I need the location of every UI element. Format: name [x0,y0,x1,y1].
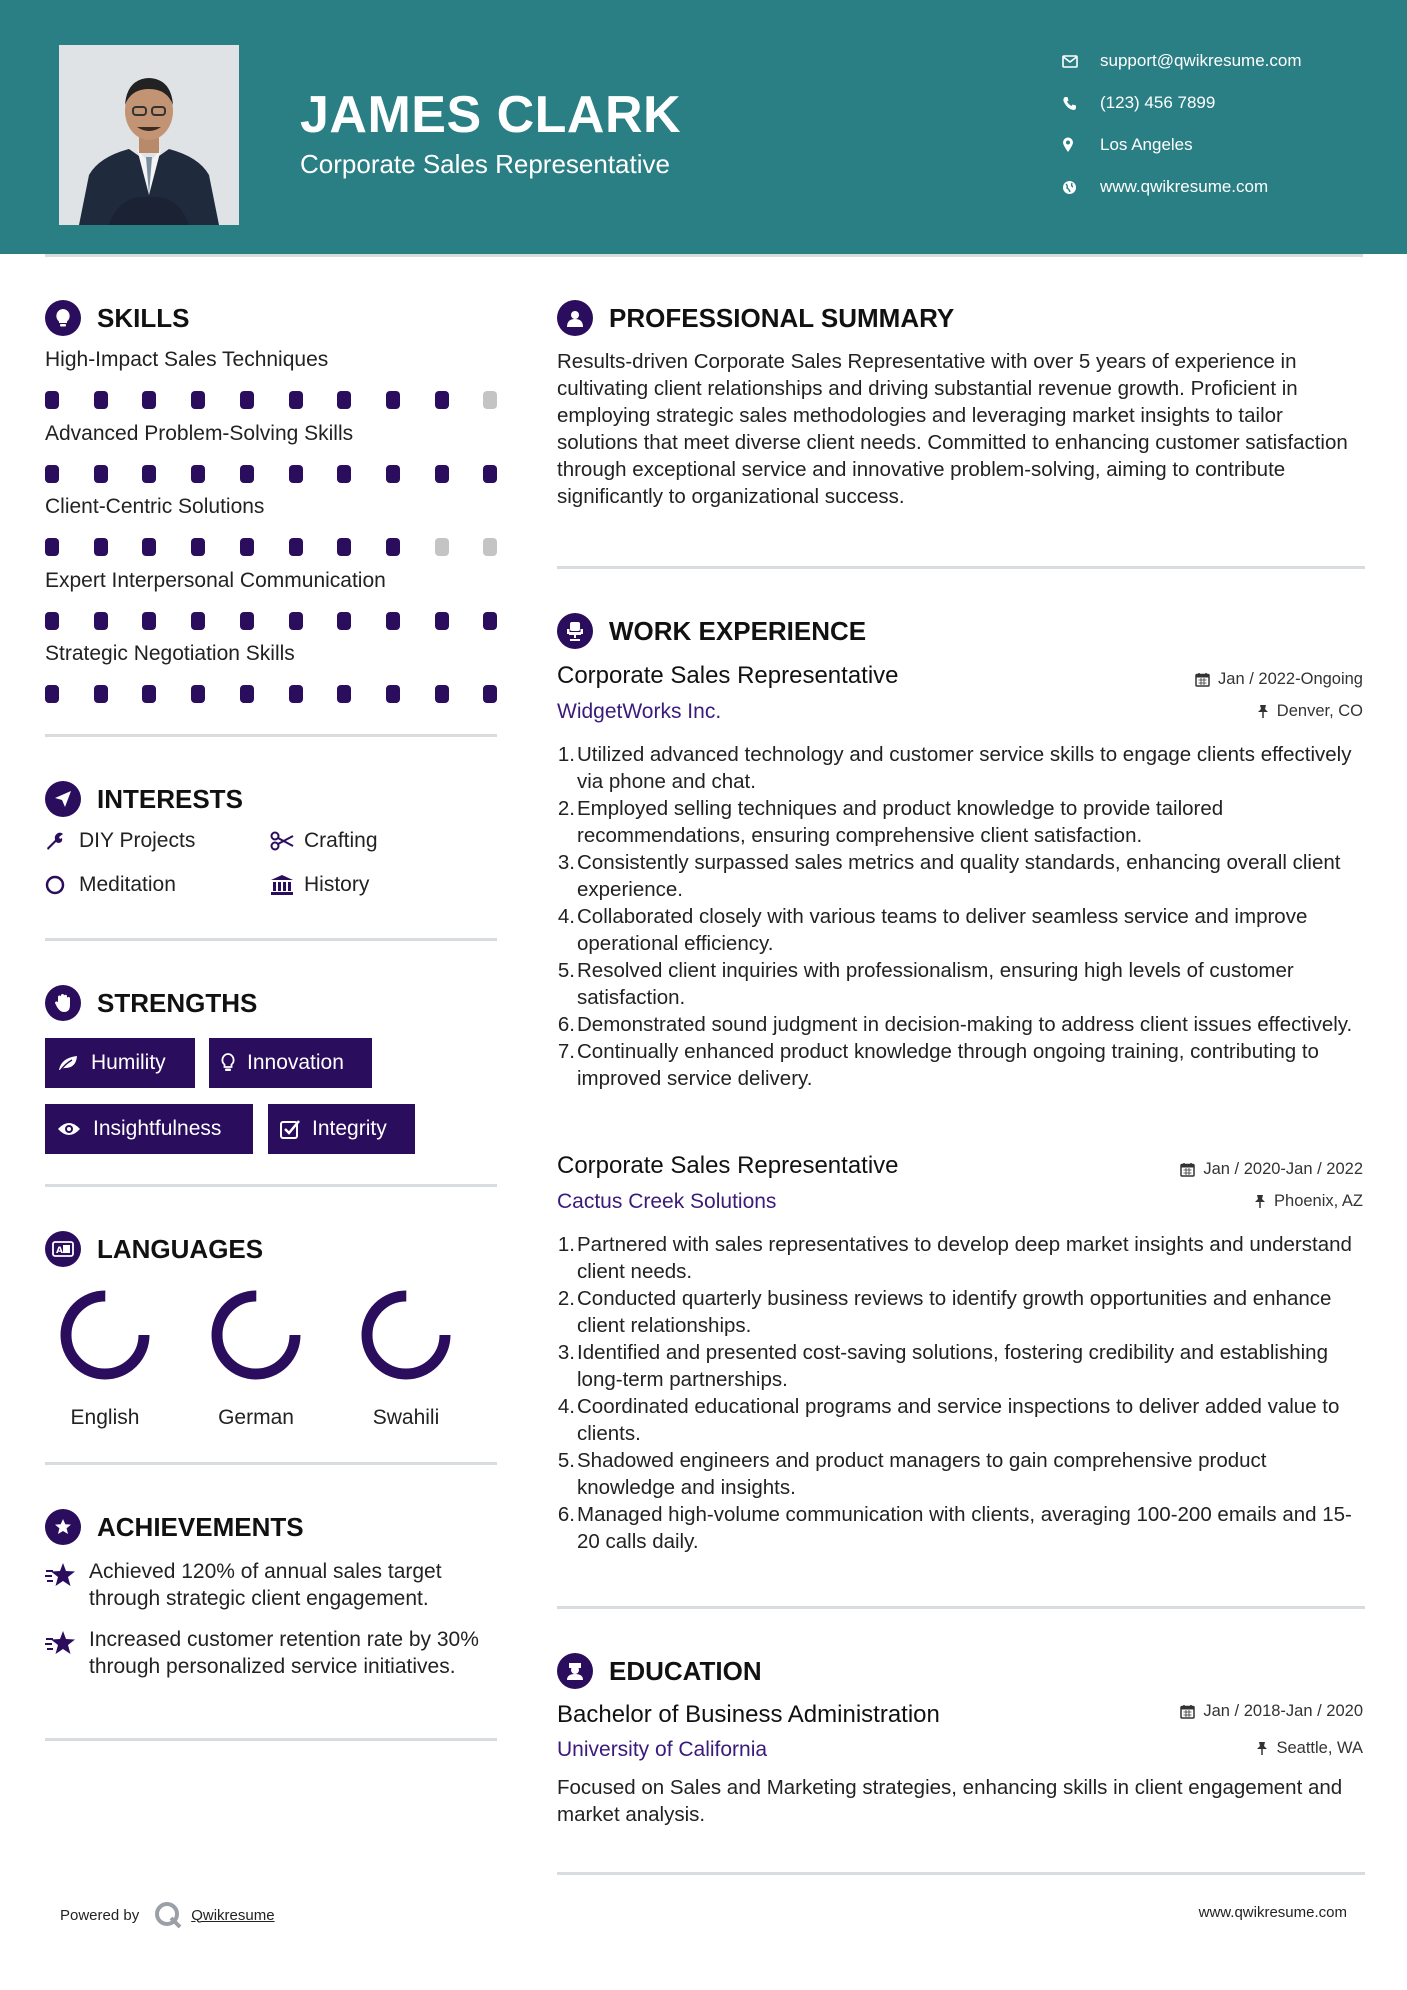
education-description: Focused on Sales and Marketing strategies, enhancing skills in client engagement and market analysis. [557,1776,1343,1826]
candidate-title: Corporate Sales Representative [300,149,670,179]
star-badge-icon [45,1509,81,1545]
language-level-ring [356,1285,456,1385]
job-bullets [548,1231,1370,1555]
skill-item [45,348,497,411]
job-location: Denver, CO [1257,702,1363,721]
rating-dot-filled [191,685,205,703]
rating-dot-filled [94,465,108,483]
skill-rating [45,612,497,632]
envelope-icon [1062,55,1100,68]
circle-icon [45,875,79,895]
list-item: 5. Shadowed engineers and product managers to gain comprehensive product knowledge and insights. [557,1449,1267,1499]
rating-dot-filled [386,538,400,556]
company-name: WidgetWorks Inc. [557,700,722,723]
rating-dot-filled [94,538,108,556]
rating-dot-filled [142,465,156,483]
achievements-divider [45,1738,497,1741]
scissors-icon [270,831,304,851]
rating-dot-filled [435,612,449,630]
pushpin-icon [1257,704,1269,719]
rating-dot-filled [435,685,449,703]
interests-divider [45,938,497,941]
rating-dot-filled [94,685,108,703]
rating-dot-filled [337,465,351,483]
eye-icon [57,1121,81,1137]
skills-divider [45,734,497,737]
strength-badge: Humility [45,1038,195,1088]
strengths-divider [45,1184,497,1187]
hand-icon [45,985,81,1021]
leaf-icon [57,1054,79,1072]
summary-text: Results-driven Corporate Sales Representative with over 5 years of experience in cultivating client relationships and driving substantial revenue growth. Proficient in employing strategic sales methodologies and leveraging market insights to tailor solutions that meet diverse client needs. Committed to enhancing customer satisfaction through exceptional service and innovative problem-solving, aiming to contribute significantly to organizational success. [557,350,1348,508]
language-level-ring [206,1285,306,1385]
skill-name: Strategic Negotiation Skills [45,642,295,665]
rating-dot-filled [483,465,497,483]
footer-powered-by: Powered by Qwikresume [60,1900,275,1930]
contact-location [1062,124,1382,166]
rating-dot-filled [240,612,254,630]
lightbulb-icon [221,1053,235,1073]
language-name: Swahili [372,1406,440,1429]
rating-dot-filled [191,465,205,483]
degree-title: Bachelor of Business Administration [557,1701,940,1728]
language-item [35,1285,175,1430]
languages-divider [45,1462,497,1465]
summary-heading: PROFESSIONAL SUMMARY [557,300,954,336]
graduate-icon [557,1653,593,1689]
contact-phone[interactable] [1062,82,1382,124]
skill-item [45,495,497,558]
language-item [336,1285,476,1430]
achievements-heading: ACHIEVEMENTS [45,1509,304,1545]
education-location: Seattle, WA [1256,1739,1363,1758]
star-icon [45,1558,89,1612]
skill-item [45,642,497,705]
list-item: 4. Collaborated closely with various teams to deliver seamless service and improve operational efficiency. [557,905,1308,955]
language-level-arc [367,1296,445,1374]
contact-email[interactable] [1062,40,1382,82]
skill-name: Advanced Problem-Solving Skills [45,421,354,445]
map-pin-icon [1062,137,1100,153]
skill-rating [45,391,497,411]
job-title: Corporate Sales Representative [557,662,899,689]
job-location: Phoenix, AZ [1254,1192,1363,1211]
office-chair-icon [557,613,593,649]
rating-dot-filled [483,612,497,630]
rating-dot-empty [483,538,497,556]
job-bullets [548,741,1370,1092]
education-dates: Jan / 2018-Jan / 2020 [1180,1702,1363,1721]
language-level-arc [217,1296,295,1374]
job-dates: Jan / 2022-Ongoing [1195,670,1363,689]
rating-dot-filled [386,685,400,703]
calendar-icon [1195,672,1210,687]
rating-dot-filled [337,612,351,630]
rating-dot-filled [289,465,303,483]
list-item: 7. Continually enhanced product knowledge through ongoing training, contributing to improved service delivery. [557,1040,1319,1090]
summary-divider [557,566,1365,569]
list-item: 6. Demonstrated sound judgment in decision-making to address client issues effectively. [557,1013,1353,1036]
experience-divider [557,1606,1365,1609]
rating-dot-filled [45,612,59,630]
interest-item: Crafting [270,829,378,853]
rating-dot-filled [45,538,59,556]
list-item: 3. Identified and presented cost-saving solutions, fostering credibility and establishing long-term partnerships. [557,1341,1328,1391]
rating-dot-empty [435,538,449,556]
contact-website[interactable] [1062,166,1382,208]
rating-dot-filled [142,538,156,556]
pushpin-icon [1254,1194,1266,1209]
rating-dot-filled [94,391,108,409]
rating-dot-filled [240,685,254,703]
skills-heading: SKILLS [45,300,189,336]
rating-dot-filled [45,465,59,483]
language-level-arc [66,1296,144,1374]
language-name: English [70,1406,140,1429]
languages-heading: A LANGUAGES [45,1231,263,1267]
strength-badge: Integrity [268,1104,415,1154]
job-title: Corporate Sales Representative [557,1152,899,1179]
rating-dot-filled [289,612,303,630]
rating-dot-filled [191,391,205,409]
qwikresume-logo-icon [153,1900,183,1930]
list-item: 1. Partnered with sales representatives to develop deep market insights and understand client needs. [557,1233,1352,1283]
svg-text:A: A [56,1246,63,1256]
achievement-item: Increased customer retention rate by 30% through personalized service initiatives. [45,1626,497,1680]
strengths-heading: STRENGTHS [45,985,257,1021]
rating-dot-filled [240,391,254,409]
rating-dot-filled [191,538,205,556]
rating-dot-filled [45,391,59,409]
rating-dot-filled [142,391,156,409]
phone-text: (123) 456 7899 [1100,93,1216,112]
skill-item [45,422,497,485]
rating-dot-filled [240,465,254,483]
website-text: www.qwikresume.com [1100,177,1269,196]
pushpin-icon [1256,1741,1268,1756]
strength-badge: Innovation [209,1038,372,1088]
rating-dot-filled [337,391,351,409]
rating-dot-empty [483,391,497,409]
profile-photo [59,45,239,225]
candidate-name: JAMES CLARK [300,86,682,144]
strength-badge: Insightfulness [45,1104,253,1154]
calendar-icon [1180,1704,1195,1719]
rating-dot-filled [289,685,303,703]
interests-heading: INTERESTS [45,781,243,817]
language-name: German [218,1406,294,1429]
wrench-icon [45,831,79,851]
language-item [186,1285,326,1430]
list-item: 5. Resolved client inquiries with professionalism, ensuring high levels of customer satisfaction. [557,959,1294,1009]
interest-item: History [270,873,369,897]
school-name: University of California [557,1738,768,1761]
interest-item: DIY Projects [45,829,195,853]
bank-icon [270,874,304,896]
list-item: 3. Consistently surpassed sales metrics and quality standards, enhancing overall client experience. [557,851,1341,901]
rating-dot-filled [435,391,449,409]
header-divider [45,254,1363,257]
rating-dot-filled [289,391,303,409]
star-icon [45,1626,89,1680]
rating-dot-filled [483,685,497,703]
experience-heading: WORK EXPERIENCE [557,613,866,649]
rating-dot-filled [94,612,108,630]
list-item: 6. Managed high-volume communication with clients, averaging 100-200 emails and 15-20 calls daily. [557,1503,1352,1553]
skill-item [45,569,497,632]
globe-icon [1062,180,1100,195]
rating-dot-filled [191,612,205,630]
job-dates: Jan / 2020-Jan / 2022 [1180,1160,1363,1179]
rating-dot-filled [142,612,156,630]
rating-dot-filled [142,685,156,703]
rating-dot-filled [337,538,351,556]
skill-rating [45,465,497,485]
rating-dot-filled [289,538,303,556]
phone-icon [1062,96,1100,111]
paper-plane-icon [45,781,81,817]
lightbulb-icon [45,300,81,336]
rating-dot-filled [45,685,59,703]
rating-dot-filled [386,612,400,630]
email-text: support@qwikresume.com [1100,51,1302,70]
location-text: Los Angeles [1100,135,1193,154]
list-item: 1. Utilized advanced technology and customer service skills to engage clients effectively via phone and chat. [557,743,1352,793]
rating-dot-filled [337,685,351,703]
list-item: 2. Employed selling techniques and product knowledge to provide tailored recommendations, ensuring comprehensive client satisfaction. [557,797,1224,847]
achievement-item: Achieved 120% of annual sales target through strategic client engagement. [45,1558,497,1612]
skill-rating [45,538,497,558]
skill-name: Expert Interpersonal Communication [45,568,386,592]
list-item: 4. Coordinated educational programs and service inspections to deliver added value to clients. [557,1395,1340,1445]
rating-dot-filled [386,391,400,409]
footer-website[interactable]: www.qwikresume.com [1198,1904,1347,1921]
qwikresume-link[interactable]: Qwikresume [191,1906,275,1924]
rating-dot-filled [240,538,254,556]
contact-list [1062,40,1382,208]
education-heading: EDUCATION [557,1653,762,1689]
interest-item: Meditation [45,873,176,897]
education-divider [557,1872,1365,1875]
rating-dot-filled [386,465,400,483]
rating-dot-filled [435,465,449,483]
language-icon [45,1231,81,1267]
check-square-icon [280,1119,300,1139]
user-icon [557,300,593,336]
language-level-ring [55,1285,155,1385]
company-name: Cactus Creek Solutions [557,1190,777,1213]
calendar-icon [1180,1162,1195,1177]
skill-name: Client-Centric Solutions [45,495,265,518]
skill-rating [45,685,497,705]
skill-name: High-Impact Sales Techniques [45,348,329,371]
list-item: 2. Conducted quarterly business reviews to identify growth opportunities and enhance client relationships. [557,1287,1332,1337]
